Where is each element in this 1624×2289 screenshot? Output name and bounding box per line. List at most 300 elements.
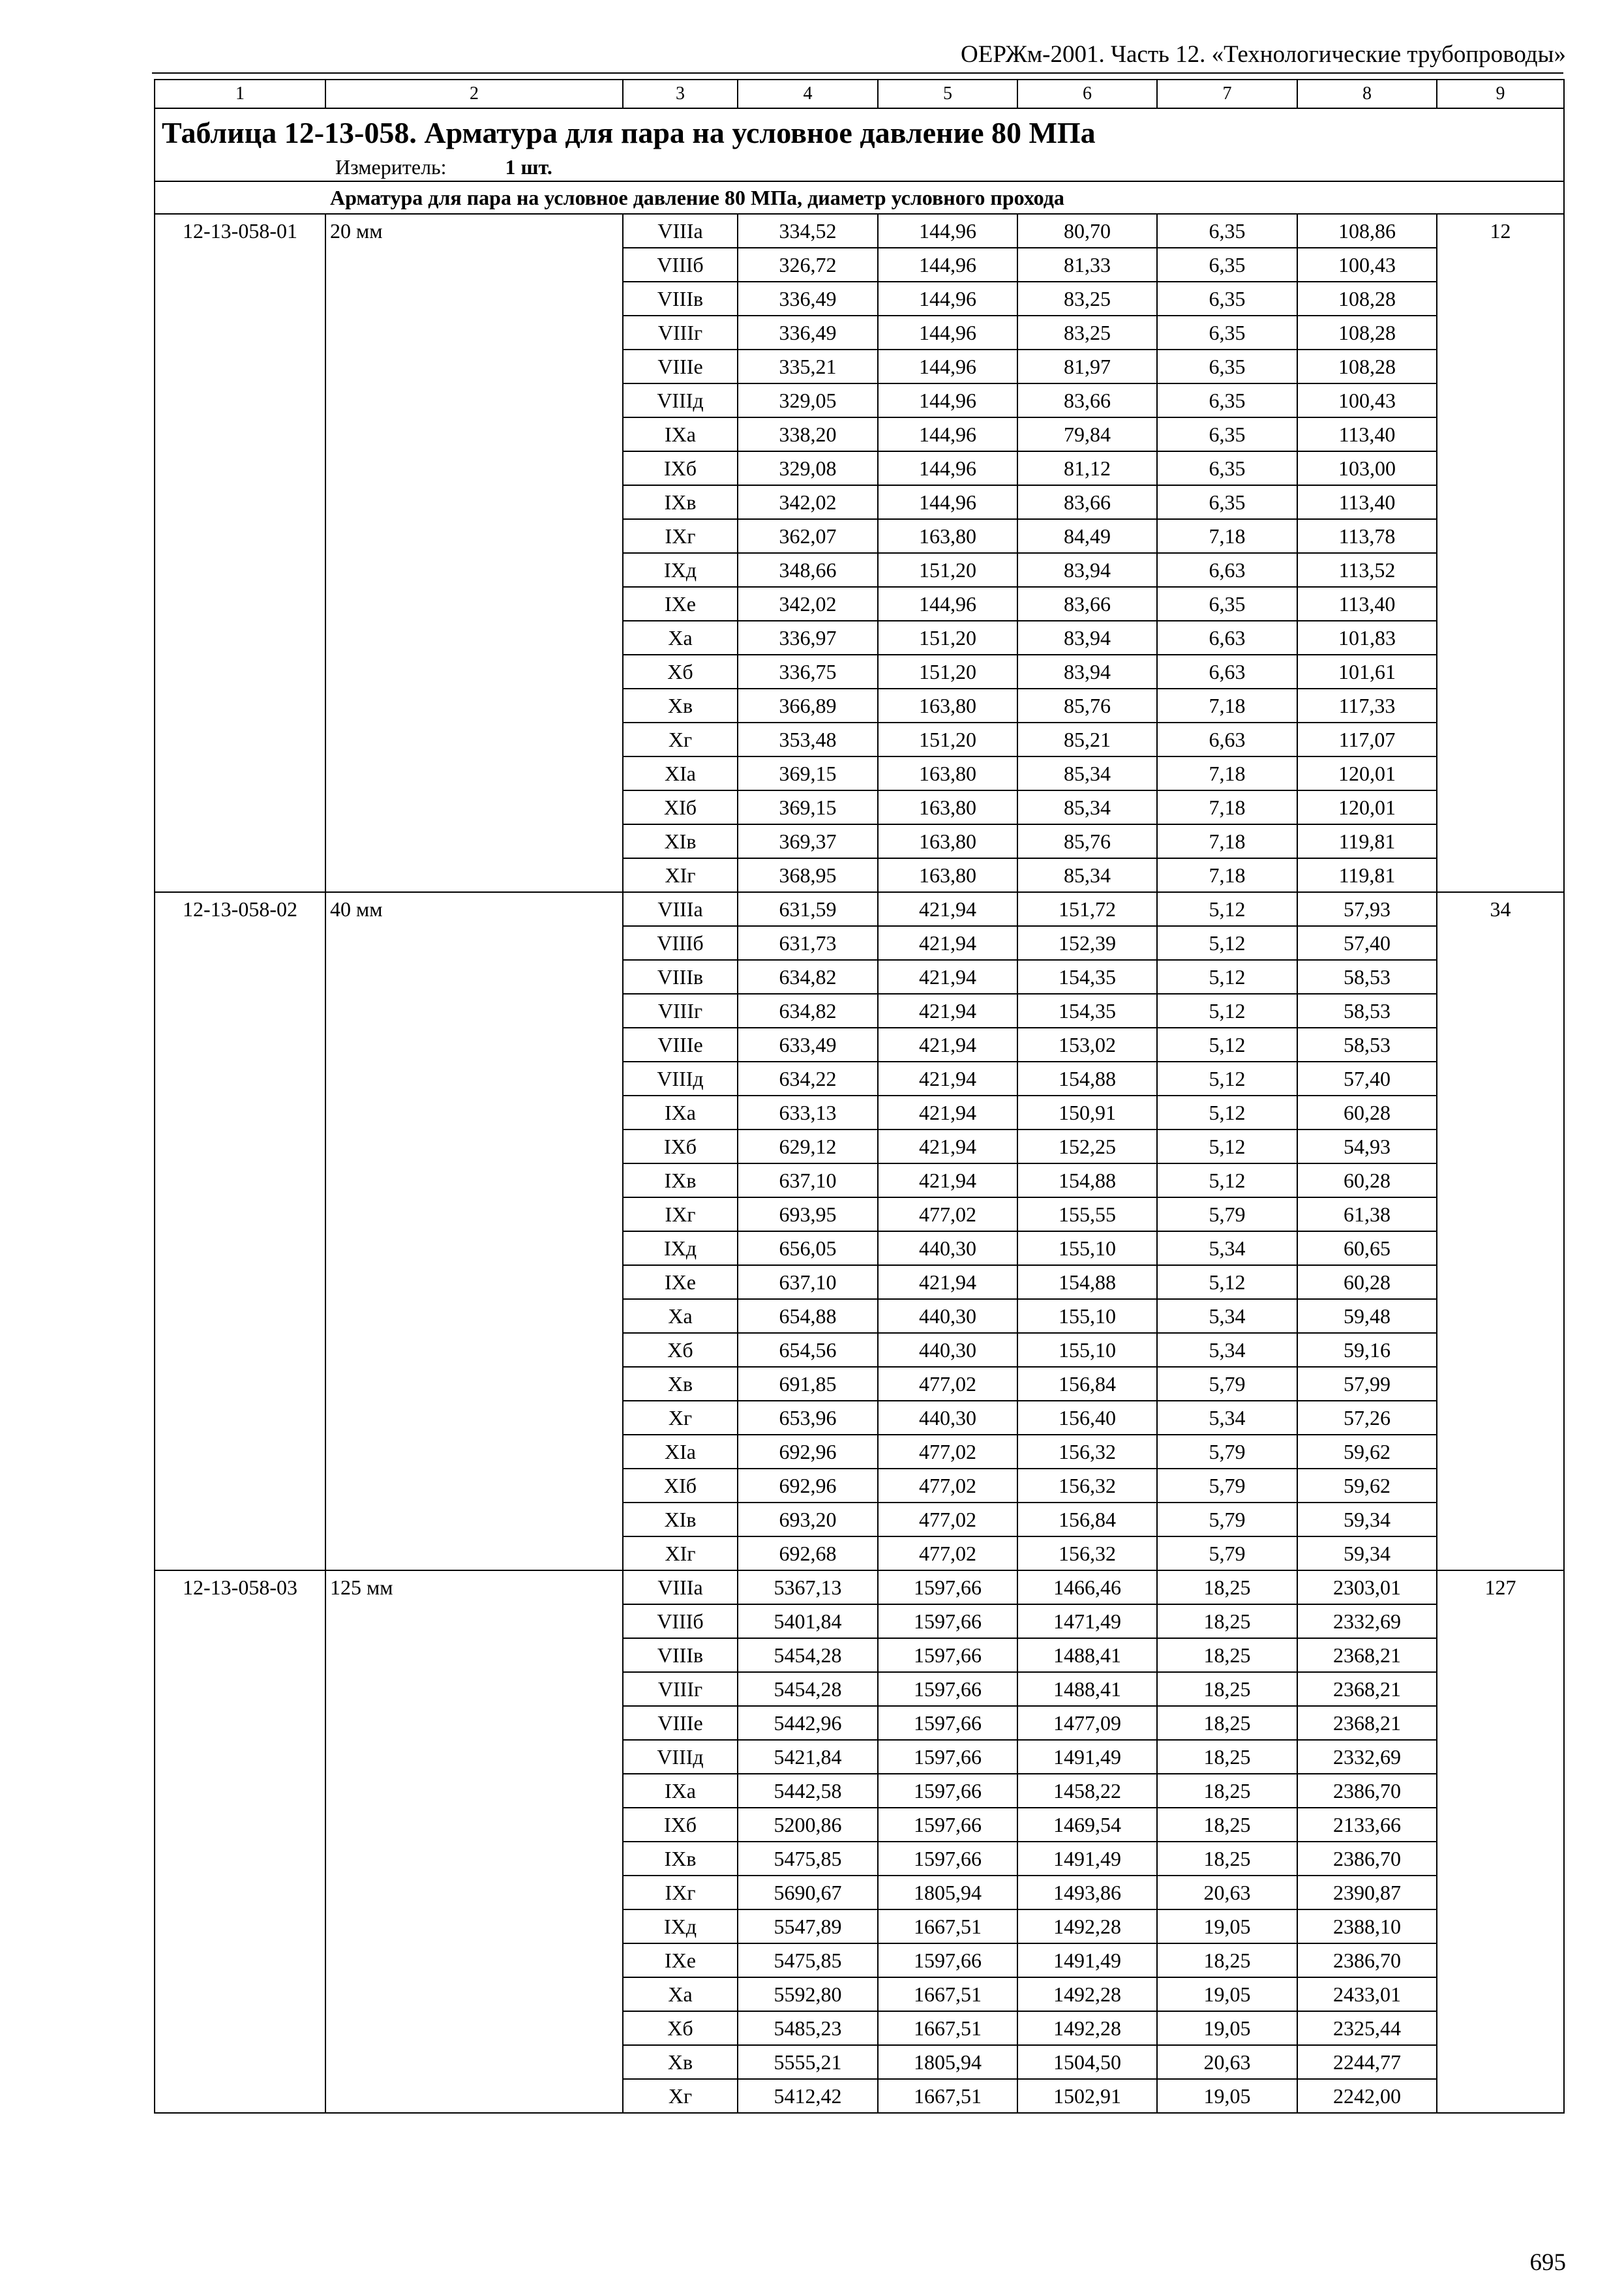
cell-col4: 336,97 xyxy=(738,621,878,655)
cell-col7: 6,35 xyxy=(1157,214,1297,248)
cell-col7: 6,35 xyxy=(1157,248,1297,282)
cell-col4: 631,59 xyxy=(738,892,878,926)
cell-grade: Xв xyxy=(623,1367,738,1401)
cell-col7: 7,18 xyxy=(1157,756,1297,790)
cell-col4: 654,56 xyxy=(738,1333,878,1367)
cell-grade: IXб xyxy=(623,1130,738,1163)
cell-col8: 2368,21 xyxy=(1297,1706,1437,1740)
cell-grade: IXд xyxy=(623,553,738,587)
cell-col5: 1667,51 xyxy=(878,1977,1017,2011)
cell-col4: 342,02 xyxy=(738,485,878,519)
cell-grade: IXа xyxy=(623,1096,738,1130)
cell-col7: 18,25 xyxy=(1157,1774,1297,1808)
cell-col8: 2433,01 xyxy=(1297,1977,1437,2011)
cell-col5: 151,20 xyxy=(878,621,1017,655)
cell-col8: 58,53 xyxy=(1297,1028,1437,1062)
cell-col8: 60,28 xyxy=(1297,1265,1437,1299)
pipe-diameter: 20 мм xyxy=(325,214,623,892)
cell-col4: 656,05 xyxy=(738,1231,878,1265)
cell-col5: 144,96 xyxy=(878,417,1017,451)
cell-col5: 1597,66 xyxy=(878,1604,1017,1638)
cell-col5: 440,30 xyxy=(878,1299,1017,1333)
cell-col5: 477,02 xyxy=(878,1536,1017,1570)
cell-col8: 59,34 xyxy=(1297,1503,1437,1536)
cell-grade: IXе xyxy=(623,1265,738,1299)
cell-col5: 440,30 xyxy=(878,1333,1017,1367)
cell-col4: 5412,42 xyxy=(738,2079,878,2113)
cell-col8: 59,62 xyxy=(1297,1435,1437,1469)
cell-col4: 338,20 xyxy=(738,417,878,451)
cell-col7: 5,12 xyxy=(1157,960,1297,994)
cell-col7: 5,79 xyxy=(1157,1367,1297,1401)
cell-col4: 362,07 xyxy=(738,519,878,553)
cell-col4: 634,82 xyxy=(738,960,878,994)
cell-col6: 1471,49 xyxy=(1017,1604,1157,1638)
cell-col8: 60,28 xyxy=(1297,1163,1437,1197)
cell-col8: 2368,21 xyxy=(1297,1638,1437,1672)
cell-col6: 1469,54 xyxy=(1017,1808,1157,1842)
cell-col8: 100,43 xyxy=(1297,383,1437,417)
cell-col4: 369,15 xyxy=(738,756,878,790)
cell-col4: 334,52 xyxy=(738,214,878,248)
cell-col6: 155,10 xyxy=(1017,1333,1157,1367)
cell-grade: VIIIд xyxy=(623,383,738,417)
cell-col8: 113,78 xyxy=(1297,519,1437,553)
cell-col8: 2386,70 xyxy=(1297,1943,1437,1977)
cell-col8: 2386,70 xyxy=(1297,1774,1437,1808)
cell-col7: 5,12 xyxy=(1157,892,1297,926)
cell-col7: 6,35 xyxy=(1157,383,1297,417)
cell-col7: 6,35 xyxy=(1157,485,1297,519)
cell-col7: 18,25 xyxy=(1157,1570,1297,1604)
cell-col7: 18,25 xyxy=(1157,1842,1297,1876)
cell-col8: 58,53 xyxy=(1297,960,1437,994)
cell-col4: 692,96 xyxy=(738,1435,878,1469)
cell-col5: 421,94 xyxy=(878,926,1017,960)
cell-col4: 691,85 xyxy=(738,1367,878,1401)
cell-col5: 1667,51 xyxy=(878,1909,1017,1943)
cell-col6: 83,66 xyxy=(1017,587,1157,621)
cell-grade: Xа xyxy=(623,1977,738,2011)
cell-grade: VIIIа xyxy=(623,1570,738,1604)
cell-col5: 1805,94 xyxy=(878,2045,1017,2079)
cell-col5: 1597,66 xyxy=(878,1706,1017,1740)
cell-col6: 156,84 xyxy=(1017,1503,1157,1536)
cell-col5: 421,94 xyxy=(878,1062,1017,1096)
cell-col6: 150,91 xyxy=(1017,1096,1157,1130)
cell-grade: Xг xyxy=(623,723,738,756)
cell-col5: 144,96 xyxy=(878,451,1017,485)
cell-col4: 329,08 xyxy=(738,451,878,485)
cell-col7: 5,12 xyxy=(1157,1028,1297,1062)
cell-grade: IXе xyxy=(623,1943,738,1977)
cell-col5: 421,94 xyxy=(878,960,1017,994)
cell-col7: 6,35 xyxy=(1157,587,1297,621)
cell-col7: 19,05 xyxy=(1157,2011,1297,2045)
column-number: 2 xyxy=(325,80,623,108)
pipe-diameter: 40 мм xyxy=(325,892,623,1570)
cell-col7: 7,18 xyxy=(1157,519,1297,553)
col9-value: 12 xyxy=(1437,214,1564,892)
cell-col5: 163,80 xyxy=(878,519,1017,553)
cell-col6: 1491,49 xyxy=(1017,1740,1157,1774)
cell-col4: 326,72 xyxy=(738,248,878,282)
cell-col8: 108,28 xyxy=(1297,350,1437,383)
column-number: 6 xyxy=(1017,80,1157,108)
cell-col4: 692,96 xyxy=(738,1469,878,1503)
cell-col6: 85,34 xyxy=(1017,756,1157,790)
cell-col6: 83,94 xyxy=(1017,655,1157,689)
cell-col6: 79,84 xyxy=(1017,417,1157,451)
cell-col6: 1502,91 xyxy=(1017,2079,1157,2113)
column-number: 8 xyxy=(1297,80,1437,108)
cell-col5: 1597,66 xyxy=(878,1570,1017,1604)
cell-col4: 329,05 xyxy=(738,383,878,417)
cell-col8: 108,28 xyxy=(1297,282,1437,316)
cell-col5: 421,94 xyxy=(878,1130,1017,1163)
column-number: 5 xyxy=(878,80,1017,108)
cell-col8: 120,01 xyxy=(1297,756,1437,790)
cell-col7: 5,12 xyxy=(1157,1130,1297,1163)
cell-col7: 7,18 xyxy=(1157,790,1297,824)
cell-col5: 421,94 xyxy=(878,1163,1017,1197)
cell-col7: 6,63 xyxy=(1157,723,1297,756)
cell-grade: XIб xyxy=(623,1469,738,1503)
cell-col5: 1597,66 xyxy=(878,1672,1017,1706)
cell-col7: 5,12 xyxy=(1157,926,1297,960)
cell-col7: 5,12 xyxy=(1157,994,1297,1028)
cell-col5: 477,02 xyxy=(878,1367,1017,1401)
cell-col8: 120,01 xyxy=(1297,790,1437,824)
cell-col8: 2303,01 xyxy=(1297,1570,1437,1604)
cell-col6: 1491,49 xyxy=(1017,1842,1157,1876)
cell-col7: 5,34 xyxy=(1157,1401,1297,1435)
cell-col8: 60,65 xyxy=(1297,1231,1437,1265)
cell-grade: IXа xyxy=(623,417,738,451)
cell-grade: VIIIе xyxy=(623,1706,738,1740)
cell-col8: 2368,21 xyxy=(1297,1672,1437,1706)
cell-col6: 1488,41 xyxy=(1017,1672,1157,1706)
cell-col7: 5,79 xyxy=(1157,1503,1297,1536)
header-divider xyxy=(152,72,1563,74)
cell-col4: 654,88 xyxy=(738,1299,878,1333)
table-title-row xyxy=(155,108,1564,181)
cell-col5: 421,94 xyxy=(878,994,1017,1028)
column-number: 4 xyxy=(738,80,878,108)
cell-grade: VIIIг xyxy=(623,994,738,1028)
col9-value: 127 xyxy=(1437,1570,1564,2113)
cell-col6: 1488,41 xyxy=(1017,1638,1157,1672)
cell-col6: 152,25 xyxy=(1017,1130,1157,1163)
cell-grade: XIг xyxy=(623,1536,738,1570)
rate-code: 12-13-058-02 xyxy=(155,892,325,1570)
cell-col5: 1597,66 xyxy=(878,1808,1017,1842)
cell-grade: XIв xyxy=(623,1503,738,1536)
cell-col8: 59,48 xyxy=(1297,1299,1437,1333)
cell-grade: Xв xyxy=(623,2045,738,2079)
cell-col4: 336,75 xyxy=(738,655,878,689)
cell-col6: 83,25 xyxy=(1017,316,1157,350)
cell-col7: 5,79 xyxy=(1157,1197,1297,1231)
cell-col5: 1597,66 xyxy=(878,1740,1017,1774)
cell-col5: 1667,51 xyxy=(878,2011,1017,2045)
cell-col6: 85,76 xyxy=(1017,824,1157,858)
cell-col7: 6,63 xyxy=(1157,655,1297,689)
section-title: Арматура для пара на условное давление 80 МПа, диаметр условного прохода xyxy=(155,181,1564,214)
cell-col8: 113,40 xyxy=(1297,417,1437,451)
cell-grade: VIIIб xyxy=(623,926,738,960)
cell-col6: 154,88 xyxy=(1017,1265,1157,1299)
cell-col8: 59,62 xyxy=(1297,1469,1437,1503)
cell-col5: 477,02 xyxy=(878,1197,1017,1231)
cell-col7: 5,34 xyxy=(1157,1231,1297,1265)
cell-col4: 633,13 xyxy=(738,1096,878,1130)
column-number: 9 xyxy=(1437,80,1564,108)
cell-col8: 119,81 xyxy=(1297,858,1437,892)
cell-col7: 5,12 xyxy=(1157,1163,1297,1197)
cell-col7: 18,25 xyxy=(1157,1706,1297,1740)
unit-line xyxy=(162,153,1563,181)
cell-col7: 20,63 xyxy=(1157,1876,1297,1909)
cell-col8: 113,40 xyxy=(1297,587,1437,621)
cell-col5: 477,02 xyxy=(878,1435,1017,1469)
cell-grade: IXв xyxy=(623,1842,738,1876)
col9-value: 34 xyxy=(1437,892,1564,1570)
cell-col5: 144,96 xyxy=(878,587,1017,621)
cell-col7: 19,05 xyxy=(1157,1909,1297,1943)
cell-grade: Xг xyxy=(623,1401,738,1435)
cell-grade: VIIIе xyxy=(623,1028,738,1062)
cell-col8: 119,81 xyxy=(1297,824,1437,858)
cell-col4: 5401,84 xyxy=(738,1604,878,1638)
cell-col5: 477,02 xyxy=(878,1503,1017,1536)
cell-col6: 1504,50 xyxy=(1017,2045,1157,2079)
cell-col7: 6,63 xyxy=(1157,553,1297,587)
rate-code: 12-13-058-01 xyxy=(155,214,325,892)
cell-col5: 421,94 xyxy=(878,1028,1017,1062)
cell-col5: 151,20 xyxy=(878,553,1017,587)
cell-grade: IXб xyxy=(623,1808,738,1842)
cell-col4: 5475,85 xyxy=(738,1842,878,1876)
cell-col8: 101,83 xyxy=(1297,621,1437,655)
cell-col8: 113,52 xyxy=(1297,553,1437,587)
cell-col7: 5,12 xyxy=(1157,1096,1297,1130)
cell-col7: 18,25 xyxy=(1157,1943,1297,1977)
cell-col5: 144,96 xyxy=(878,214,1017,248)
cell-grade: Xа xyxy=(623,1299,738,1333)
table-row xyxy=(155,214,1564,248)
cell-grade: XIа xyxy=(623,1435,738,1469)
cell-grade: IXа xyxy=(623,1774,738,1808)
cell-col4: 369,15 xyxy=(738,790,878,824)
cell-col5: 163,80 xyxy=(878,790,1017,824)
cell-col5: 144,96 xyxy=(878,282,1017,316)
cell-col5: 163,80 xyxy=(878,824,1017,858)
pipe-diameter: 125 мм xyxy=(325,1570,623,2113)
cell-grade: VIIIа xyxy=(623,892,738,926)
cell-col8: 57,40 xyxy=(1297,926,1437,960)
cell-col8: 2388,10 xyxy=(1297,1909,1437,1943)
cell-col7: 6,35 xyxy=(1157,451,1297,485)
cell-col4: 693,20 xyxy=(738,1503,878,1536)
cell-col4: 368,95 xyxy=(738,858,878,892)
cell-col7: 5,34 xyxy=(1157,1333,1297,1367)
cell-col8: 57,93 xyxy=(1297,892,1437,926)
cell-col6: 154,35 xyxy=(1017,960,1157,994)
cell-grade: IXг xyxy=(623,1197,738,1231)
cell-col8: 2133,66 xyxy=(1297,1808,1437,1842)
cell-col4: 634,22 xyxy=(738,1062,878,1096)
cell-col6: 1492,28 xyxy=(1017,2011,1157,2045)
rates-table xyxy=(154,79,1565,2114)
cell-col7: 5,79 xyxy=(1157,1435,1297,1469)
page-number: 695 xyxy=(1529,2249,1566,2276)
cell-col8: 2244,77 xyxy=(1297,2045,1437,2079)
cell-col4: 634,82 xyxy=(738,994,878,1028)
cell-grade: Xа xyxy=(623,621,738,655)
cell-grade: Xг xyxy=(623,2079,738,2113)
cell-col8: 100,43 xyxy=(1297,248,1437,282)
cell-col7: 5,34 xyxy=(1157,1299,1297,1333)
cell-col7: 19,05 xyxy=(1157,2079,1297,2113)
cell-grade: IXд xyxy=(623,1231,738,1265)
cell-col7: 7,18 xyxy=(1157,858,1297,892)
cell-col5: 1805,94 xyxy=(878,1876,1017,1909)
cell-col5: 421,94 xyxy=(878,892,1017,926)
cell-grade: VIIIд xyxy=(623,1740,738,1774)
cell-col7: 19,05 xyxy=(1157,1977,1297,2011)
cell-col4: 5475,85 xyxy=(738,1943,878,1977)
cell-col5: 163,80 xyxy=(878,756,1017,790)
cell-col7: 5,79 xyxy=(1157,1536,1297,1570)
cell-col7: 6,63 xyxy=(1157,621,1297,655)
cell-col6: 1477,09 xyxy=(1017,1706,1157,1740)
cell-col7: 6,35 xyxy=(1157,282,1297,316)
cell-col6: 154,88 xyxy=(1017,1163,1157,1197)
cell-col4: 353,48 xyxy=(738,723,878,756)
cell-col7: 20,63 xyxy=(1157,2045,1297,2079)
cell-col8: 2390,87 xyxy=(1297,1876,1437,1909)
cell-grade: IXг xyxy=(623,1876,738,1909)
cell-col4: 637,10 xyxy=(738,1163,878,1197)
cell-col8: 58,53 xyxy=(1297,994,1437,1028)
cell-col7: 18,25 xyxy=(1157,1672,1297,1706)
cell-grade: IXд xyxy=(623,1909,738,1943)
cell-grade: Xб xyxy=(623,655,738,689)
cell-col6: 1492,28 xyxy=(1017,1977,1157,2011)
section-title-row xyxy=(155,181,1564,214)
cell-col4: 653,96 xyxy=(738,1401,878,1435)
cell-col6: 85,21 xyxy=(1017,723,1157,756)
cell-col7: 6,35 xyxy=(1157,350,1297,383)
cell-col8: 57,40 xyxy=(1297,1062,1437,1096)
cell-grade: IXб xyxy=(623,451,738,485)
cell-col6: 1493,86 xyxy=(1017,1876,1157,1909)
cell-col5: 163,80 xyxy=(878,689,1017,723)
cell-col4: 5592,80 xyxy=(738,1977,878,2011)
cell-col7: 5,12 xyxy=(1157,1062,1297,1096)
cell-col5: 440,30 xyxy=(878,1401,1017,1435)
cell-grade: XIв xyxy=(623,824,738,858)
cell-col6: 83,66 xyxy=(1017,485,1157,519)
cell-col5: 421,94 xyxy=(878,1096,1017,1130)
cell-col6: 85,76 xyxy=(1017,689,1157,723)
cell-col7: 6,35 xyxy=(1157,417,1297,451)
cell-col4: 5442,96 xyxy=(738,1706,878,1740)
cell-col6: 1492,28 xyxy=(1017,1909,1157,1943)
cell-col8: 59,16 xyxy=(1297,1333,1437,1367)
cell-col5: 163,80 xyxy=(878,858,1017,892)
cell-col5: 144,96 xyxy=(878,248,1017,282)
cell-col8: 54,93 xyxy=(1297,1130,1437,1163)
cell-col5: 151,20 xyxy=(878,655,1017,689)
cell-col6: 156,32 xyxy=(1017,1536,1157,1570)
cell-grade: VIIIг xyxy=(623,1672,738,1706)
cell-grade: VIIIв xyxy=(623,960,738,994)
cell-col6: 1491,49 xyxy=(1017,1943,1157,1977)
cell-col8: 108,28 xyxy=(1297,316,1437,350)
cell-col5: 1667,51 xyxy=(878,2079,1017,2113)
cell-col6: 83,94 xyxy=(1017,621,1157,655)
cell-grade: VIIIв xyxy=(623,282,738,316)
cell-col6: 155,10 xyxy=(1017,1231,1157,1265)
cell-grade: VIIIб xyxy=(623,248,738,282)
cell-col4: 342,02 xyxy=(738,587,878,621)
cell-col7: 5,12 xyxy=(1157,1265,1297,1299)
cell-col6: 83,66 xyxy=(1017,383,1157,417)
cell-col5: 144,96 xyxy=(878,383,1017,417)
cell-grade: IXг xyxy=(623,519,738,553)
cell-col8: 103,00 xyxy=(1297,451,1437,485)
cell-col5: 151,20 xyxy=(878,723,1017,756)
cell-col4: 335,21 xyxy=(738,350,878,383)
cell-col6: 1466,46 xyxy=(1017,1570,1157,1604)
cell-col8: 117,33 xyxy=(1297,689,1437,723)
cell-col8: 117,07 xyxy=(1297,723,1437,756)
cell-grade: VIIIд xyxy=(623,1062,738,1096)
cell-col6: 81,33 xyxy=(1017,248,1157,282)
cell-grade: Xв xyxy=(623,689,738,723)
cell-col6: 156,32 xyxy=(1017,1469,1157,1503)
table-row xyxy=(155,1570,1564,1604)
cell-grade: XIб xyxy=(623,790,738,824)
cell-col6: 83,25 xyxy=(1017,282,1157,316)
cell-col4: 348,66 xyxy=(738,553,878,587)
cell-col7: 6,35 xyxy=(1157,316,1297,350)
cell-col8: 60,28 xyxy=(1297,1096,1437,1130)
cell-grade: Xб xyxy=(623,2011,738,2045)
column-number: 1 xyxy=(155,80,325,108)
cell-col8: 2386,70 xyxy=(1297,1842,1437,1876)
cell-col4: 369,37 xyxy=(738,824,878,858)
cell-col7: 18,25 xyxy=(1157,1638,1297,1672)
cell-grade: VIIIа xyxy=(623,214,738,248)
cell-col4: 5200,86 xyxy=(738,1808,878,1842)
column-number: 7 xyxy=(1157,80,1297,108)
cell-col5: 421,94 xyxy=(878,1265,1017,1299)
cell-col8: 2242,00 xyxy=(1297,2079,1437,2113)
cell-col8: 61,38 xyxy=(1297,1197,1437,1231)
cell-grade: IXв xyxy=(623,1163,738,1197)
cell-col6: 156,40 xyxy=(1017,1401,1157,1435)
cell-grade: IXв xyxy=(623,485,738,519)
cell-col5: 477,02 xyxy=(878,1469,1017,1503)
cell-col7: 7,18 xyxy=(1157,824,1297,858)
cell-col6: 155,55 xyxy=(1017,1197,1157,1231)
unit-value: 1 шт. xyxy=(505,155,552,179)
cell-col8: 2332,69 xyxy=(1297,1604,1437,1638)
cell-col4: 5442,58 xyxy=(738,1774,878,1808)
